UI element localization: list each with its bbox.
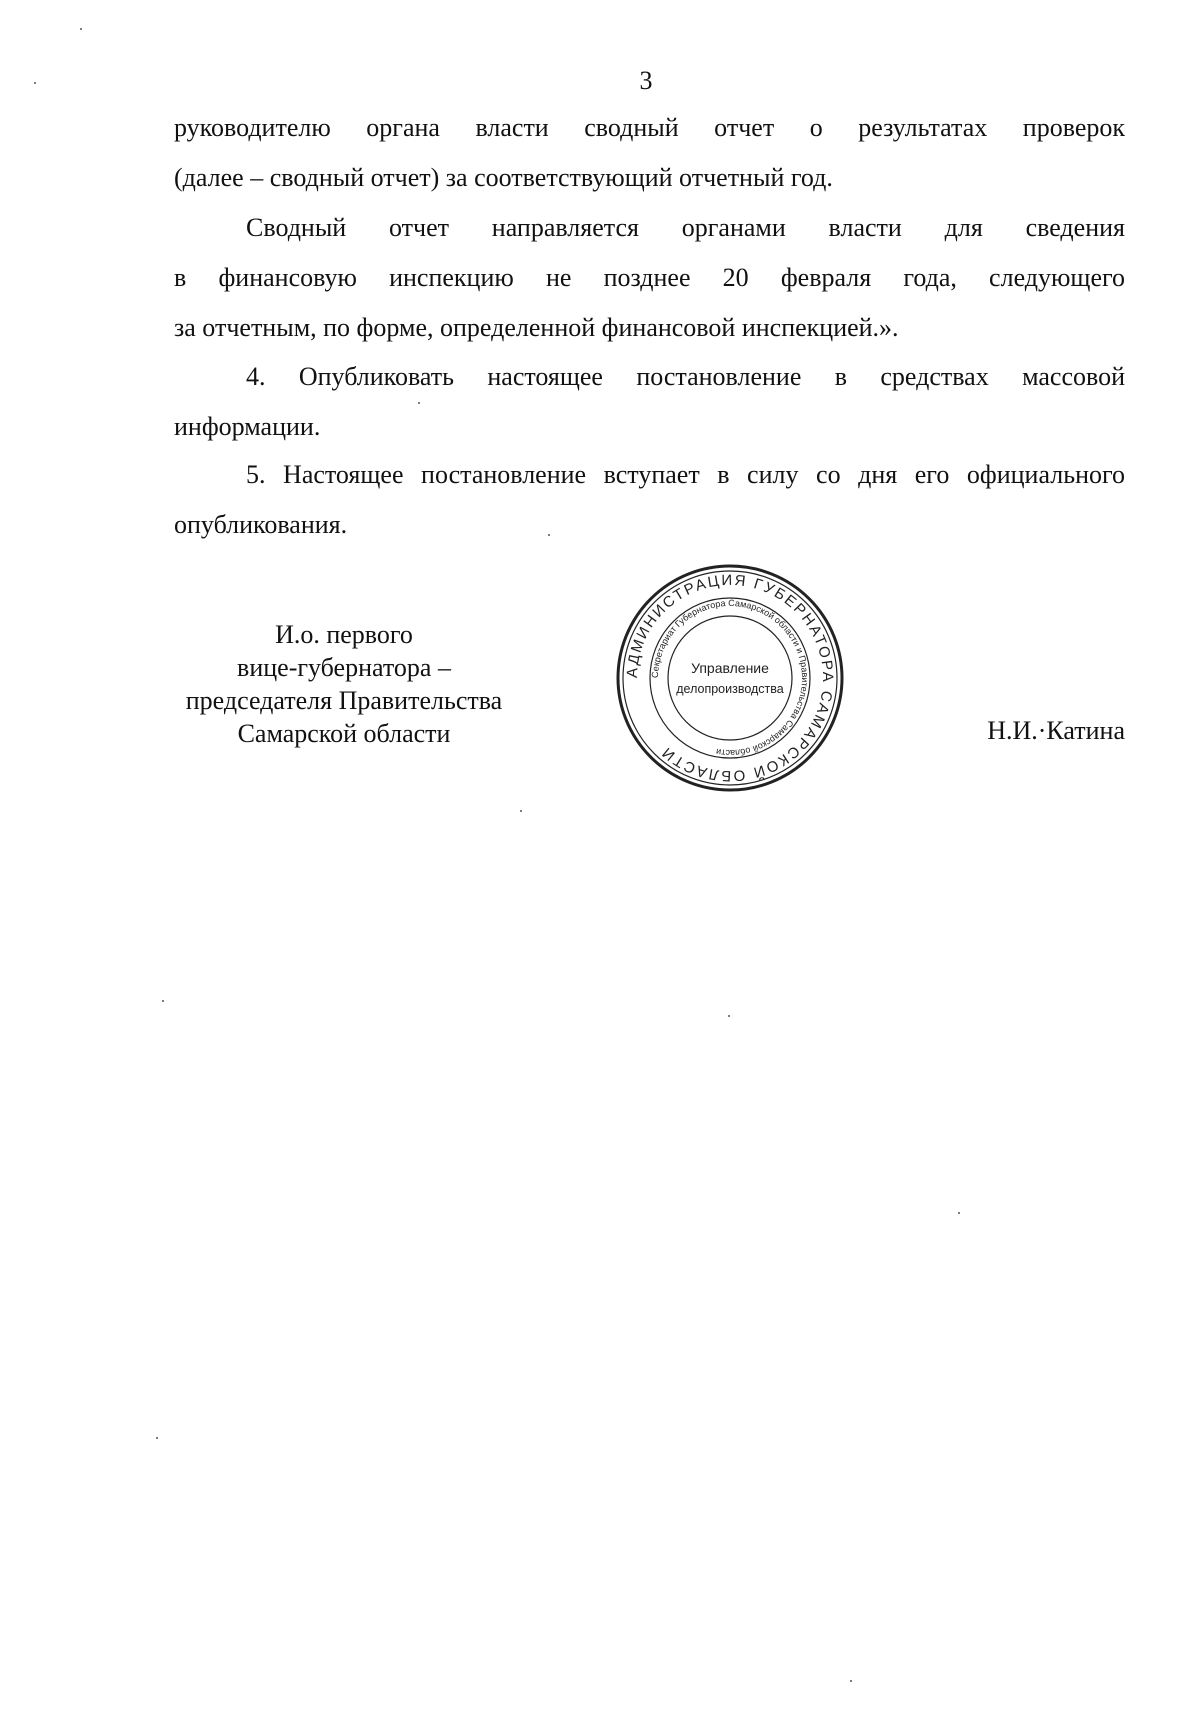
svg-text:Секретариат Губернатора Самарс	[650, 598, 810, 758]
signatory-position-line: вице-губернатора –	[237, 653, 451, 682]
scan-speck	[850, 1680, 852, 1682]
official-seal	[615, 563, 845, 793]
text-line: в финансовую инспекцию не позднее 20 февраля года, следующего	[174, 263, 1125, 292]
page-number: 3	[639, 66, 653, 95]
signatory-name: Н.И.·Катина	[987, 716, 1125, 745]
paragraph-item-5-effective	[174, 450, 1125, 550]
seal-outer-text: АДМИНИСТРАЦИЯ ГУБЕРНАТОРА САМАРСКОЙ ОБЛАСТИ	[623, 571, 837, 785]
paragraph-report-conclusion	[174, 103, 1125, 203]
scan-speck	[34, 82, 36, 84]
text-line: 4. Опубликовать настоящее постановление в средствах массовой	[246, 362, 1125, 391]
signatory-position-line: И.о. первого	[275, 620, 413, 649]
scan-speck	[548, 534, 550, 536]
text-line: руководителю органа власти сводный отчет о результатах проверок	[174, 113, 1125, 142]
text-line: (далее – сводный отчет) за соответствующий отчетный год.	[174, 163, 833, 192]
signatory-position-line: Самарской области	[237, 719, 451, 748]
seal-center-line: Управление	[691, 660, 769, 676]
text-line: 5. Настоящее постановление вступает в силу со дня его официального	[246, 460, 1125, 489]
scan-speck	[958, 1212, 960, 1214]
text-line: опубликования.	[174, 510, 348, 539]
seal-stamp-icon	[615, 563, 845, 793]
text-line: информации.	[174, 412, 321, 441]
text-line: за отчетным, по форме, определенной финансовой инспекцией.».	[174, 313, 899, 342]
scan-speck	[156, 1437, 158, 1439]
signatory-position	[174, 618, 514, 750]
seal-inner-text: Секретариат Губернатора Самарской области и Правительства Самарской области	[649, 597, 811, 759]
signatory-position-line: председателя Правительства	[185, 686, 503, 715]
scan-speck	[418, 402, 420, 404]
scan-speck	[162, 1000, 164, 1002]
scan-speck	[520, 810, 522, 812]
scan-speck	[80, 28, 82, 30]
text-line: Сводный отчет направляется органами власти для сведения	[246, 213, 1125, 242]
paragraph-item-4-publish	[174, 352, 1125, 452]
seal-center-line: делопроизводства	[676, 682, 784, 696]
paragraph-report-submission	[174, 203, 1125, 353]
scan-speck	[728, 1015, 730, 1017]
